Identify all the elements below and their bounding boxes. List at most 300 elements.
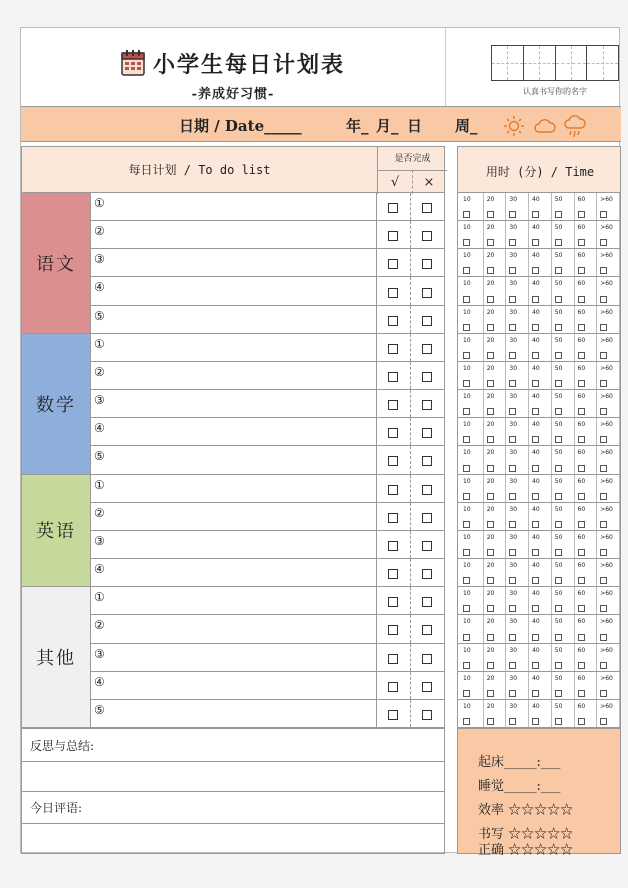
not-done-checkbox[interactable] [422,456,432,466]
time-option[interactable] [574,531,595,558]
time-checkbox[interactable] [578,521,585,528]
task-row[interactable] [91,334,445,362]
time-option[interactable] [596,306,617,333]
time-checkbox[interactable] [555,662,562,669]
time-option[interactable] [483,446,504,473]
time-checkbox[interactable] [487,549,494,556]
time-checkbox[interactable] [555,577,562,584]
time-checkbox[interactable] [600,267,607,274]
time-option[interactable] [460,221,480,248]
time-checkbox[interactable] [532,549,539,556]
task-row[interactable] [91,193,445,221]
time-checkbox[interactable] [487,493,494,500]
time-checkbox[interactable] [578,408,585,415]
time-checkbox[interactable] [600,577,607,584]
time-option[interactable] [596,221,617,248]
time-checkbox[interactable] [487,296,494,303]
time-option[interactable] [596,277,617,304]
time-option[interactable] [460,644,480,671]
time-option[interactable] [483,615,504,642]
done-checkbox[interactable] [388,316,398,326]
time-option[interactable] [528,193,549,220]
time-checkbox[interactable] [463,662,470,669]
time-checkbox[interactable] [600,634,607,641]
time-option[interactable] [460,446,480,473]
time-option[interactable] [596,446,617,473]
done-checkbox[interactable] [388,654,398,664]
time-option[interactable] [574,446,595,473]
time-checkbox[interactable] [463,211,470,218]
not-done-checkbox[interactable] [422,513,432,523]
task-row[interactable] [91,700,445,728]
time-checkbox[interactable] [463,380,470,387]
time-option[interactable] [551,644,572,671]
time-option[interactable] [505,221,526,248]
time-option[interactable] [460,531,480,558]
time-checkbox[interactable] [463,493,470,500]
time-checkbox[interactable] [532,493,539,500]
time-checkbox[interactable] [509,521,516,528]
time-checkbox[interactable] [578,380,585,387]
not-done-checkbox[interactable] [422,485,432,495]
task-row[interactable] [91,644,445,672]
time-option[interactable] [460,390,480,417]
time-option[interactable] [483,644,504,671]
not-done-checkbox[interactable] [422,259,432,269]
time-option[interactable] [574,503,595,530]
done-checkbox[interactable] [388,400,398,410]
time-option[interactable] [551,700,572,727]
time-option[interactable] [505,644,526,671]
time-checkbox[interactable] [532,296,539,303]
accuracy-rating[interactable]: 正确 ☆☆☆☆☆ [478,843,574,858]
time-option[interactable] [551,418,572,445]
time-checkbox[interactable] [509,605,516,612]
time-checkbox[interactable] [487,690,494,697]
time-option[interactable] [596,587,617,614]
time-checkbox[interactable] [509,549,516,556]
task-row[interactable] [91,559,445,587]
time-option[interactable] [574,221,595,248]
time-option[interactable] [460,615,480,642]
time-option[interactable] [528,334,549,361]
time-option[interactable] [596,193,617,220]
date-label[interactable]: 日期 / Date_____ [179,117,302,135]
time-checkbox[interactable] [555,690,562,697]
time-option[interactable] [528,503,549,530]
time-checkbox[interactable] [463,324,470,331]
time-option[interactable] [596,672,617,699]
time-option[interactable] [551,475,572,502]
task-row[interactable] [91,503,445,531]
time-option[interactable] [596,559,617,586]
time-option[interactable] [551,277,572,304]
rain-icon[interactable] [563,115,587,143]
time-option[interactable] [460,277,480,304]
time-option[interactable] [551,672,572,699]
year-field[interactable]: 年_ [346,117,369,135]
time-checkbox[interactable] [463,718,470,725]
time-checkbox[interactable] [532,605,539,612]
time-checkbox[interactable] [555,549,562,556]
time-checkbox[interactable] [600,436,607,443]
time-option[interactable] [574,334,595,361]
time-option[interactable] [505,362,526,389]
time-option[interactable] [505,446,526,473]
done-checkbox[interactable] [388,569,398,579]
time-checkbox[interactable] [555,493,562,500]
time-checkbox[interactable] [463,577,470,584]
time-option[interactable] [596,390,617,417]
time-checkbox[interactable] [555,605,562,612]
time-checkbox[interactable] [509,324,516,331]
not-done-checkbox[interactable] [422,231,432,241]
time-checkbox[interactable] [509,380,516,387]
time-checkbox[interactable] [487,465,494,472]
time-checkbox[interactable] [487,577,494,584]
time-option[interactable] [551,559,572,586]
not-done-checkbox[interactable] [422,682,432,692]
time-checkbox[interactable] [532,577,539,584]
time-option[interactable] [483,531,504,558]
time-checkbox[interactable] [555,465,562,472]
task-row[interactable] [91,587,445,615]
time-checkbox[interactable] [463,605,470,612]
time-checkbox[interactable] [509,267,516,274]
task-row[interactable] [91,221,445,249]
time-option[interactable] [551,362,572,389]
time-checkbox[interactable] [578,662,585,669]
time-option[interactable] [574,700,595,727]
time-checkbox[interactable] [555,408,562,415]
time-option[interactable] [551,531,572,558]
time-checkbox[interactable] [487,211,494,218]
time-option[interactable] [596,249,617,276]
time-option[interactable] [460,418,480,445]
time-option[interactable] [528,475,549,502]
time-checkbox[interactable] [600,380,607,387]
time-option[interactable] [551,249,572,276]
time-option[interactable] [551,306,572,333]
time-checkbox[interactable] [578,296,585,303]
time-option[interactable] [551,334,572,361]
cloud-icon[interactable] [533,115,557,141]
time-option[interactable] [551,587,572,614]
time-option[interactable] [483,475,504,502]
time-checkbox[interactable] [578,465,585,472]
time-option[interactable] [505,615,526,642]
task-row[interactable] [91,277,445,305]
time-option[interactable] [505,390,526,417]
time-checkbox[interactable] [463,549,470,556]
time-option[interactable] [528,362,549,389]
task-row[interactable] [91,249,445,277]
time-checkbox[interactable] [555,436,562,443]
time-option[interactable] [483,587,504,614]
not-done-checkbox[interactable] [422,316,432,326]
time-option[interactable] [596,334,617,361]
time-option[interactable] [596,700,617,727]
sleep-time-field[interactable]: 睡觉_____:___ [478,779,561,794]
time-option[interactable] [574,475,595,502]
time-checkbox[interactable] [487,324,494,331]
time-checkbox[interactable] [487,718,494,725]
time-checkbox[interactable] [509,577,516,584]
time-option[interactable] [460,587,480,614]
time-checkbox[interactable] [463,408,470,415]
time-checkbox[interactable] [487,521,494,528]
task-row[interactable] [91,362,445,390]
time-checkbox[interactable] [509,296,516,303]
time-option[interactable] [551,193,572,220]
time-option[interactable] [460,193,480,220]
time-option[interactable] [483,503,504,530]
time-option[interactable] [596,503,617,530]
time-option[interactable] [505,587,526,614]
time-option[interactable] [596,531,617,558]
time-checkbox[interactable] [555,239,562,246]
wake-time-field[interactable]: 起床_____:___ [478,755,561,770]
not-done-checkbox[interactable] [422,344,432,354]
time-option[interactable] [505,700,526,727]
time-checkbox[interactable] [532,634,539,641]
time-option[interactable] [528,587,549,614]
done-checkbox[interactable] [388,372,398,382]
time-option[interactable] [574,418,595,445]
time-option[interactable] [528,559,549,586]
not-done-checkbox[interactable] [422,569,432,579]
time-checkbox[interactable] [555,352,562,359]
time-option[interactable] [460,475,480,502]
time-option[interactable] [505,249,526,276]
not-done-checkbox[interactable] [422,710,432,720]
time-option[interactable] [528,531,549,558]
time-checkbox[interactable] [532,408,539,415]
time-checkbox[interactable] [600,324,607,331]
time-checkbox[interactable] [509,408,516,415]
time-option[interactable] [505,277,526,304]
time-checkbox[interactable] [555,324,562,331]
time-option[interactable] [460,249,480,276]
time-option[interactable] [483,193,504,220]
task-row[interactable] [91,418,445,446]
task-row[interactable] [91,672,445,700]
month-field[interactable]: 月_ [376,117,399,135]
time-checkbox[interactable] [487,605,494,612]
time-option[interactable] [460,559,480,586]
task-row[interactable] [91,446,445,474]
time-option[interactable] [551,221,572,248]
done-checkbox[interactable] [388,597,398,607]
time-option[interactable] [505,559,526,586]
not-done-checkbox[interactable] [422,428,432,438]
time-checkbox[interactable] [555,634,562,641]
time-checkbox[interactable] [578,352,585,359]
time-option[interactable] [574,390,595,417]
time-checkbox[interactable] [578,577,585,584]
time-checkbox[interactable] [463,267,470,274]
week-field[interactable]: 周_ [455,117,478,135]
time-checkbox[interactable] [578,549,585,556]
time-checkbox[interactable] [463,436,470,443]
time-option[interactable] [505,418,526,445]
time-checkbox[interactable] [532,521,539,528]
done-checkbox[interactable] [388,344,398,354]
time-checkbox[interactable] [600,352,607,359]
done-checkbox[interactable] [388,288,398,298]
time-option[interactable] [528,615,549,642]
time-checkbox[interactable] [532,239,539,246]
time-option[interactable] [460,306,480,333]
time-checkbox[interactable] [578,436,585,443]
time-checkbox[interactable] [578,634,585,641]
time-checkbox[interactable] [600,718,607,725]
time-checkbox[interactable] [509,239,516,246]
time-option[interactable] [460,700,480,727]
time-checkbox[interactable] [532,352,539,359]
time-option[interactable] [528,418,549,445]
time-checkbox[interactable] [555,521,562,528]
time-option[interactable] [574,306,595,333]
time-checkbox[interactable] [600,690,607,697]
time-checkbox[interactable] [578,690,585,697]
time-option[interactable] [483,362,504,389]
time-checkbox[interactable] [532,211,539,218]
time-option[interactable] [528,306,549,333]
not-done-checkbox[interactable] [422,400,432,410]
time-option[interactable] [574,362,595,389]
not-done-checkbox[interactable] [422,288,432,298]
time-checkbox[interactable] [487,380,494,387]
day-field[interactable]: 日 [407,117,423,135]
name-writing-grid[interactable] [491,45,619,81]
time-option[interactable] [483,306,504,333]
time-option[interactable] [574,249,595,276]
time-option[interactable] [551,390,572,417]
task-row[interactable] [91,615,445,643]
time-option[interactable] [596,644,617,671]
time-option[interactable] [528,249,549,276]
time-checkbox[interactable] [532,267,539,274]
time-option[interactable] [483,249,504,276]
time-checkbox[interactable] [600,239,607,246]
time-checkbox[interactable] [509,493,516,500]
time-option[interactable] [483,221,504,248]
time-checkbox[interactable] [509,211,516,218]
time-option[interactable] [460,672,480,699]
time-option[interactable] [483,559,504,586]
time-checkbox[interactable] [600,493,607,500]
done-checkbox[interactable] [388,428,398,438]
sun-icon[interactable] [503,115,525,141]
not-done-checkbox[interactable] [422,372,432,382]
time-checkbox[interactable] [487,239,494,246]
time-checkbox[interactable] [532,436,539,443]
time-checkbox[interactable] [578,493,585,500]
not-done-checkbox[interactable] [422,654,432,664]
time-checkbox[interactable] [600,549,607,556]
time-option[interactable] [528,644,549,671]
task-row[interactable] [91,531,445,559]
done-checkbox[interactable] [388,541,398,551]
time-option[interactable] [460,362,480,389]
task-row[interactable] [91,306,445,334]
time-checkbox[interactable] [532,465,539,472]
time-checkbox[interactable] [600,662,607,669]
time-checkbox[interactable] [555,296,562,303]
writing-rating[interactable]: 书写 ☆☆☆☆☆ [478,827,574,842]
time-checkbox[interactable] [463,239,470,246]
time-option[interactable] [574,615,595,642]
time-checkbox[interactable] [463,521,470,528]
time-option[interactable] [551,446,572,473]
time-option[interactable] [505,531,526,558]
not-done-checkbox[interactable] [422,597,432,607]
time-option[interactable] [505,193,526,220]
time-checkbox[interactable] [600,408,607,415]
done-checkbox[interactable] [388,259,398,269]
time-checkbox[interactable] [532,380,539,387]
done-checkbox[interactable] [388,513,398,523]
time-checkbox[interactable] [578,324,585,331]
time-checkbox[interactable] [578,239,585,246]
time-checkbox[interactable] [487,352,494,359]
done-checkbox[interactable] [388,682,398,692]
time-checkbox[interactable] [487,662,494,669]
time-option[interactable] [528,446,549,473]
time-option[interactable] [528,672,549,699]
time-checkbox[interactable] [487,267,494,274]
time-checkbox[interactable] [509,718,516,725]
time-checkbox[interactable] [509,690,516,697]
time-option[interactable] [596,362,617,389]
time-checkbox[interactable] [555,380,562,387]
done-checkbox[interactable] [388,203,398,213]
time-option[interactable] [528,390,549,417]
time-checkbox[interactable] [509,465,516,472]
done-checkbox[interactable] [388,710,398,720]
efficiency-rating[interactable]: 效率 ☆☆☆☆☆ [478,803,574,818]
time-checkbox[interactable] [509,634,516,641]
time-option[interactable] [483,334,504,361]
time-checkbox[interactable] [600,521,607,528]
time-checkbox[interactable] [578,605,585,612]
time-checkbox[interactable] [463,690,470,697]
time-checkbox[interactable] [555,267,562,274]
time-option[interactable] [528,221,549,248]
time-option[interactable] [551,615,572,642]
time-checkbox[interactable] [487,634,494,641]
time-checkbox[interactable] [487,408,494,415]
time-option[interactable] [460,503,480,530]
time-option[interactable] [574,672,595,699]
time-checkbox[interactable] [578,718,585,725]
time-option[interactable] [505,334,526,361]
time-option[interactable] [596,615,617,642]
time-checkbox[interactable] [578,211,585,218]
time-checkbox[interactable] [532,662,539,669]
time-checkbox[interactable] [600,211,607,218]
time-option[interactable] [574,559,595,586]
time-option[interactable] [574,277,595,304]
time-checkbox[interactable] [463,352,470,359]
task-row[interactable] [91,475,445,503]
time-option[interactable] [574,193,595,220]
time-option[interactable] [574,587,595,614]
time-checkbox[interactable] [532,718,539,725]
time-checkbox[interactable] [463,296,470,303]
time-option[interactable] [483,672,504,699]
